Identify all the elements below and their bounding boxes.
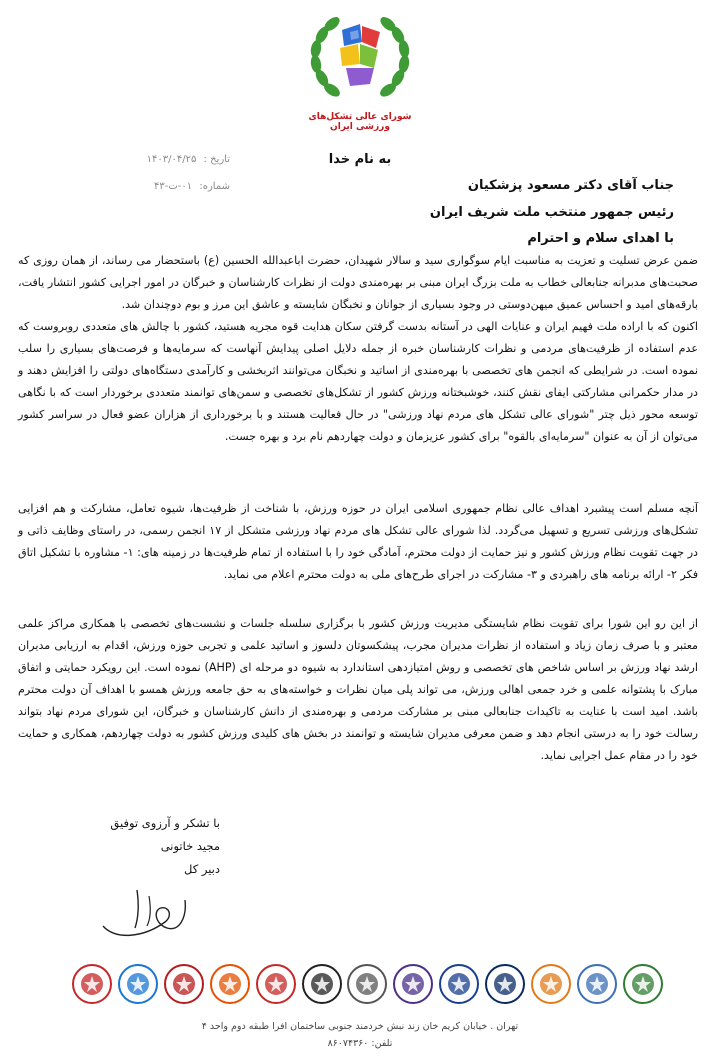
number-label: شماره: [199, 181, 230, 192]
handwritten-signature [95, 878, 195, 948]
football-emblem-icon [621, 962, 665, 1006]
body-paragraph-2: اکنون که با اراده ملت فهیم ایران و عنایات الهی در آستانه بدست گرفتن سکان هدایت قوه مجریه هستید، کشور با چالش های متعددی روبروست که عدم استفاده از ظرفیت‌های مردمی و نظرات کارشناسان خبره از جمله دلایل اصلی پیدایش آنهاست که سرمایه‌ها و فرصت‌های بسیاری را سلب نموده است. در شرایطی که انجمن های تخصصی با بهره‌مندی از اساتید و نخبگان می‌توانند اثربخشی و کارآمدی دستگاه‌های دولتی را افزایش دهند و در مدار حکمرانی مشارکتی ایفای نقش کنند، خوشبختانه ورزش کشور از تشکل‌های تخصصی و سمن‌های توانمند متعددی برخوردار است که با نگاهی توسعه محور ذیل چتر "شورای عالی تشکل های مردم نهاد ورزشی" در حال فعالیت هستند و با برخورداری از هزاران عضو فعال در سراسر کشور می‌توان از آن به عنوان "سرمایه‌ای بالقوه" برای کشور عزیزمان و دولت چهاردهم نام برد و بهره جست. [18, 320, 698, 443]
greeting: با اهدای سلام و احترام [527, 231, 674, 246]
association-seal-icon [391, 962, 435, 1006]
footer-address: تهران . خیابان کریم خان زند نبش خردمند جنوبی ساختمان افرا طبقه دوم واحد ۴ [201, 1021, 519, 1032]
sports-org-icon [529, 962, 573, 1006]
circle-seal-icon [345, 962, 389, 1006]
isrra-icon [300, 962, 344, 1006]
national-emblem-icon [575, 962, 619, 1006]
basmala-heading: به نام خدا [328, 152, 392, 167]
number-value: ۰۱-ت-۴۳ [154, 181, 193, 192]
body-paragraph-1: ضمن عرض تسلیت و تعزیت به مناسبت ایام سوگواری سید و سالار شهیدان، حضرت اباعبدالله الحسین (ع) باستحضار می رساند، از همان روزی که صحبت‌های مدبرانه جنابعالی خطاب به ملت بزرگ ایران مبنی بر بهره‌مندی دولت از نظرات کارشناسان و خبرگان در امور اجرایی کشور انتشار یافت، بارقه‌های امید و احساس عمیق میهن‌دوستی در وجود بسیاری از جوانان و نخبگان شایسته و عاشق این مرز و بوم دوچندان شد. [18, 254, 698, 311]
medal-icon [483, 962, 527, 1006]
red-circle-icon [254, 962, 298, 1006]
date-value: ۱۴۰۳/۰۴/۲۵ [146, 154, 197, 165]
council-name-caption: شورای عالی تشکل‌های ورزشی ایران [308, 112, 412, 132]
body-paragraph-3: آنچه مسلم است پیشبرد اهداف عالی نظام جمهوری اسلامی ایران در حوزه ورزش، با شناخت از ظرفیت‌ها، شیوه تعامل، مشارکت و هم افزایی تشکل‌های ورزشی تسریع و تسهیل می‌گردد. لذا شورای عالی تشکل های مردم نهاد ورزشی متشکل از ۱۷ انجمن رسمی، در راستای وظایف ذاتی و در جهت تقویت نظام ورزش کشور و نیز حمایت از دولت محترم، آمادگی خود را با استفاده از تمام ظرفیت‌ها در زمینه های: ۱- مشاوره با تشکیل اتاق فکر ۲- ارائه برنامه های راهبردی و ۳- مشارکت در اجرای طرح‌های ملی به دولت محترم اعلام می نماید. [18, 502, 698, 581]
recipient-name: جناب آقای دکتر مسعود پزشکیان [467, 178, 674, 193]
member-logos-row [70, 955, 665, 1013]
people-ring-icon [116, 962, 160, 1006]
flag-icon [70, 962, 114, 1006]
recipient-title: رئیس جمهور منتخب ملت شریف ایران [429, 205, 674, 220]
footer-phone: تلفن: ۸۶۰۷۴۳۶۰ [327, 1038, 393, 1049]
flower-icon [162, 962, 206, 1006]
signoff-block [90, 812, 220, 881]
letter-date [80, 154, 230, 165]
council-emblem-icon [300, 8, 420, 113]
sun-icon [208, 962, 252, 1006]
date-label: تاریخ : [203, 154, 230, 165]
signer-name: مجید خاتونی [160, 839, 220, 853]
globe-icon [437, 962, 481, 1006]
body-paragraph-4: از این رو این شورا برای تقویت نظام شایستگی مدیریت ورزش کشور با برگزاری سلسله جلسات و نشست‌های تخصصی با همکاری مراکز علمی معتبر و با صرف زمان زیاد و استفاده از نظرات مدیران مجرب، پیشکسوتان دلسوز و اساتید علمی و تجربی حوزه ورزش، اقدام به ارزیابی مدیران ارشد نهاد ورزش بر اساس شاخص های تخصصی و روش امتیازدهی استاندارد به شیوه دو مرحله ای (AHP) نموده است. این رویکرد حمایتی و اتفاق مبارک با پشتوانه علمی و خرد جمعی اهالی ورزش، می تواند پلی میان نظرات و خواسته‌های به حق جامعه ورزش همسو با اهداف آن دولت محترم باشد. امید است با عنایت به تاکیدات جنابعالی مبنی بر مشارکت مردمی و بهره‌مندی از دانش کارشناسان و خبرگان، این شورای مردم نهاد بتواند رسالت خود را به درستی انجام دهد و ضمن معرفی مدیران شایسته و توانمند در بخش های کلیدی ورزش کشور به دولت چهاردهم، همکاری و حمایت خود را در مقام عمل اجرایی نماید. [18, 617, 699, 762]
closing-line: با تشکر و آرزوی توفیق [110, 816, 220, 830]
signer-title: دبیر کل [184, 862, 220, 876]
council-logo [300, 8, 420, 133]
